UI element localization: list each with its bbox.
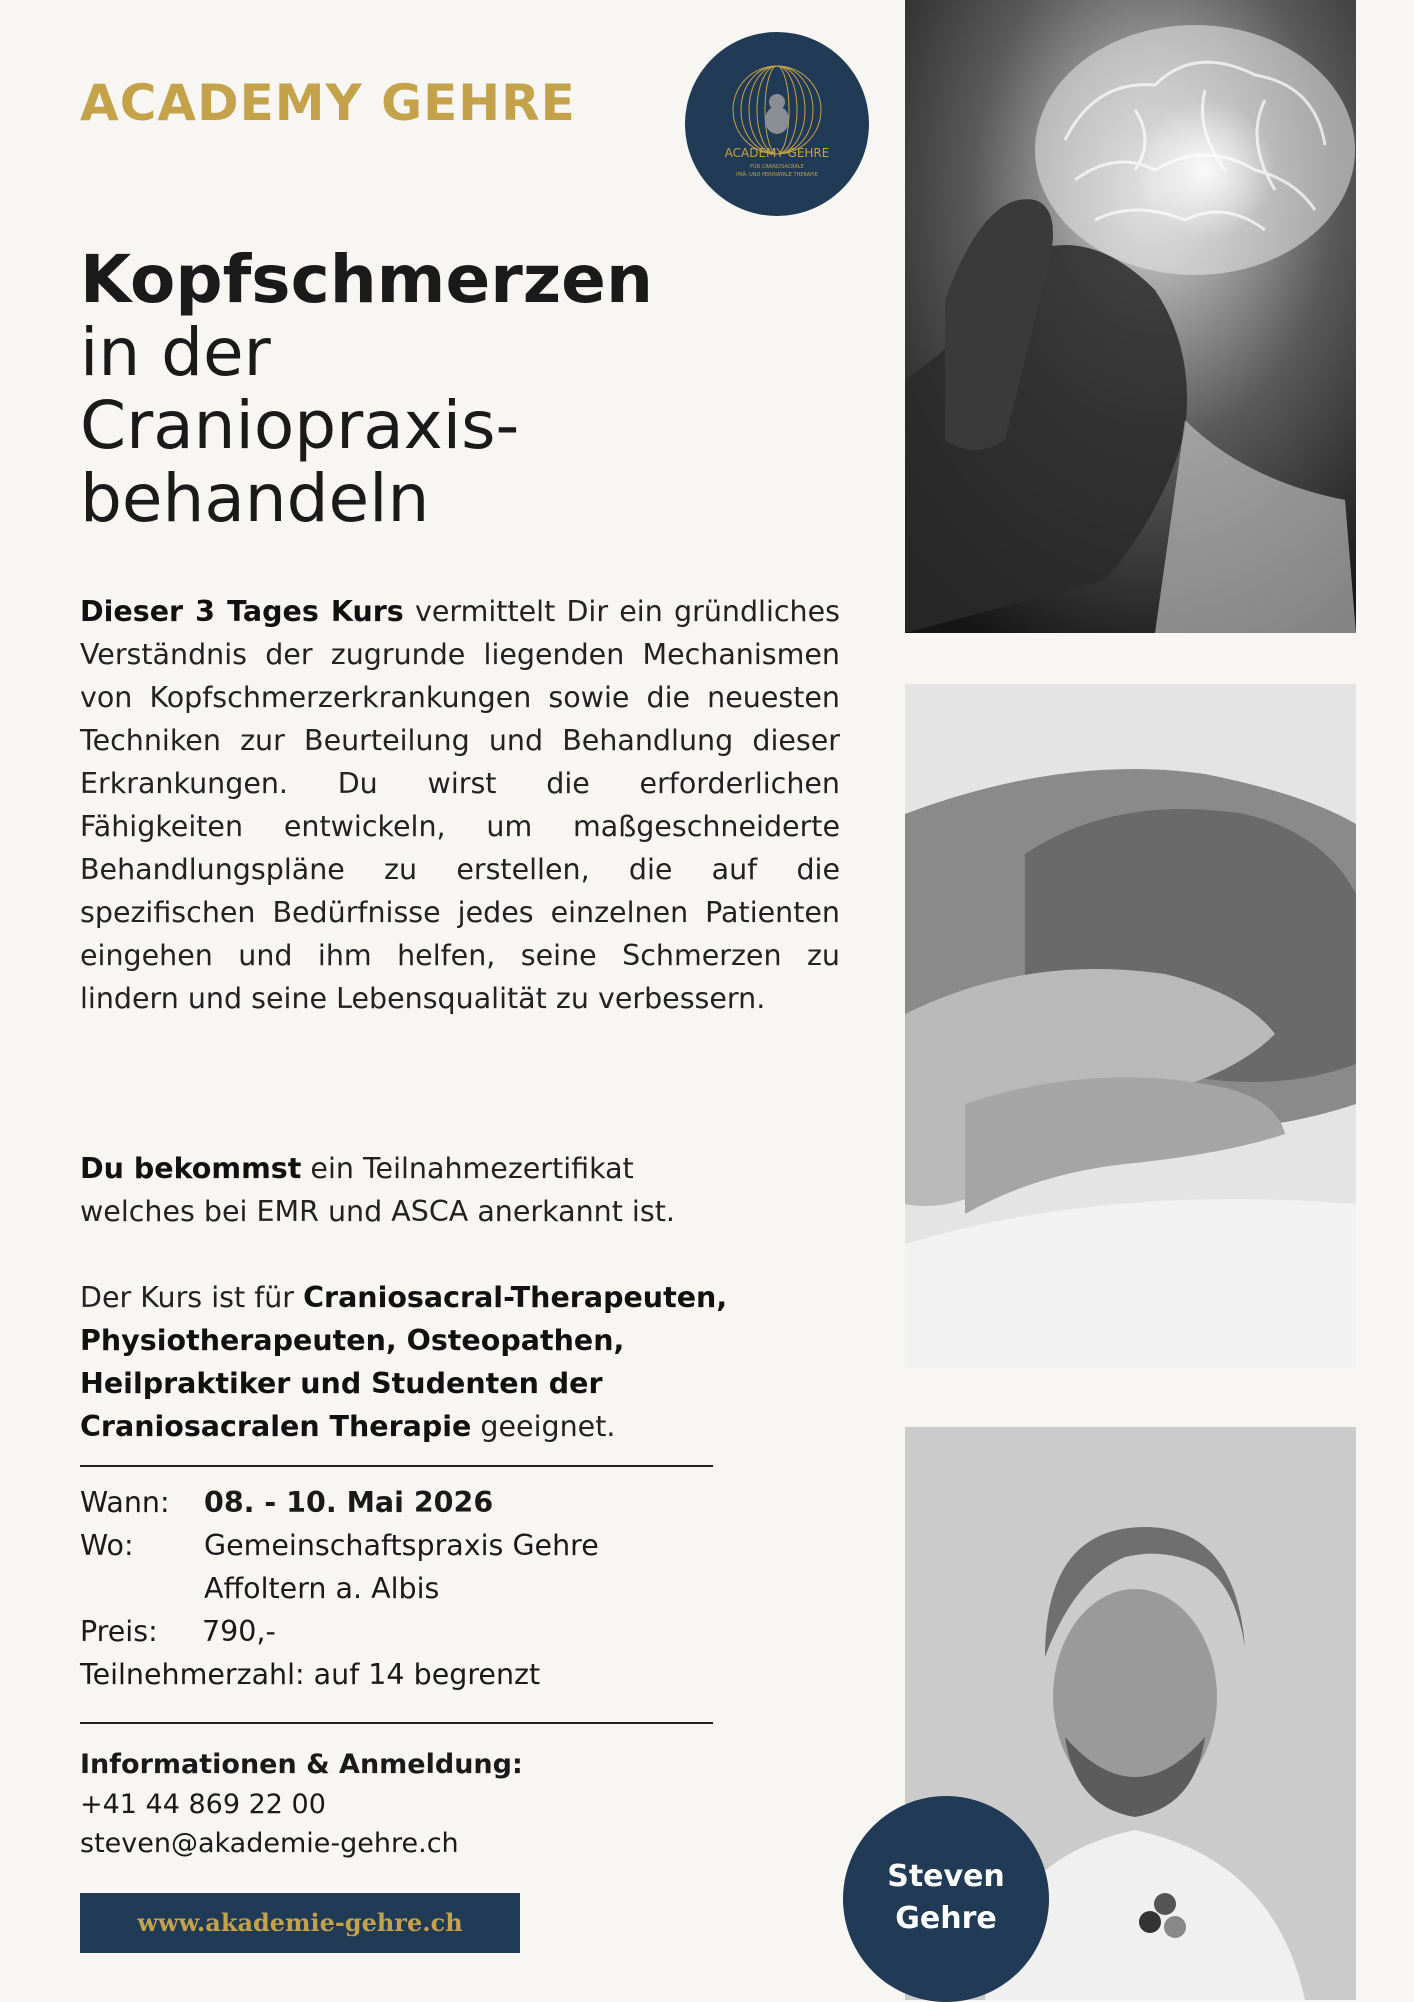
detail-price [80, 1610, 276, 1653]
description-text: vermittelt Dir ein gründliches Verständnis der zugrunde liegenden Mechanismen von Kopfschmerzerkrankungen sowie die neuesten Techniken zur Beurteilung und Behandlung dieser Erkrankungen. Du wirst die erforderlichen Fähigkeiten entwickeln, um maßgeschneiderte Behandlungspläne zu erstellen, die auf die spezifischen Bedürfnisse jedes einzelnen Patienten eingehen und ihm helfen, seine Schmerzen zu lindern und seine Lebensqualität zu verbessern. [80, 595, 840, 1015]
detail-when [80, 1481, 494, 1524]
certificate-line-2: welches bei EMR und ASCA anerkannt ist. [80, 1195, 675, 1228]
audience-intro: Der Kurs ist für [80, 1281, 304, 1314]
audience-end: geeignet. [471, 1410, 616, 1443]
divider-bottom [80, 1722, 713, 1724]
logo-subtitle-2: PRÄ- UND PERINATALE THERAPIE [736, 172, 818, 178]
logo-title: ACADEMY GEHRE [724, 146, 830, 160]
academy-logo [685, 32, 869, 216]
logo-emblem-icon [685, 32, 869, 216]
treatment-photo [905, 684, 1356, 1368]
when-value: 08. - 10. Mai 2026 [204, 1486, 494, 1519]
description-highlight: Dieser 3 Tages Kurs [80, 595, 404, 628]
head-treatment-icon [905, 684, 1356, 1368]
title-line-1: Kopfschmerzen [80, 241, 653, 318]
headache-brain-photo [905, 0, 1356, 633]
audience-bold-1: Craniosacral-Therapeuten, [303, 1281, 728, 1314]
instructor-first-name: Steven [887, 1859, 1005, 1894]
audience-bold-3: Heilpraktiker und Studenten der [80, 1367, 603, 1400]
where-value-1: Gemeinschaftspraxis Gehre [204, 1529, 599, 1562]
instructor-badge [843, 1796, 1049, 2002]
brand-name: ACADEMY GEHRE [80, 74, 576, 132]
price-value: 790,- [202, 1615, 276, 1648]
title-line-3: Craniopraxis- [80, 387, 520, 464]
target-audience [80, 1276, 840, 1448]
instructor-last-name: Gehre [895, 1901, 997, 1936]
website-link[interactable]: www.akademie-gehre.ch [80, 1893, 520, 1953]
detail-where [80, 1524, 599, 1567]
when-label: Wann: [80, 1486, 170, 1519]
divider-top [80, 1465, 713, 1467]
audience-bold-4: Craniosacralen Therapie [80, 1410, 472, 1443]
participants-text: Teilnehmerzahl: auf 14 begrenzt [80, 1658, 541, 1691]
certificate-highlight: Du bekommst [80, 1152, 302, 1185]
detail-participants [80, 1653, 540, 1696]
audience-bold-2: Physiotherapeuten, Osteopathen, [80, 1324, 625, 1357]
certificate-info [80, 1147, 840, 1233]
page-title [80, 243, 720, 535]
brain-illustration-icon [905, 0, 1356, 633]
course-description [80, 590, 840, 1020]
title-line-2: in der [80, 314, 271, 391]
contact-email[interactable]: steven@akademie-gehre.ch [80, 1828, 459, 1859]
price-label: Preis: [80, 1615, 158, 1648]
where-value-2: Affoltern a. Albis [204, 1572, 440, 1605]
title-line-4: behandeln [80, 460, 430, 537]
contact-title: Informationen & Anmeldung: [80, 1749, 523, 1780]
logo-subtitle-1: FÜR CRANIOSACRALE [750, 164, 804, 170]
certificate-line-1: ein Teilnahmezertifikat [301, 1152, 634, 1185]
where-label: Wo: [80, 1529, 134, 1562]
contact-phone[interactable]: +41 44 869 22 00 [80, 1789, 326, 1820]
